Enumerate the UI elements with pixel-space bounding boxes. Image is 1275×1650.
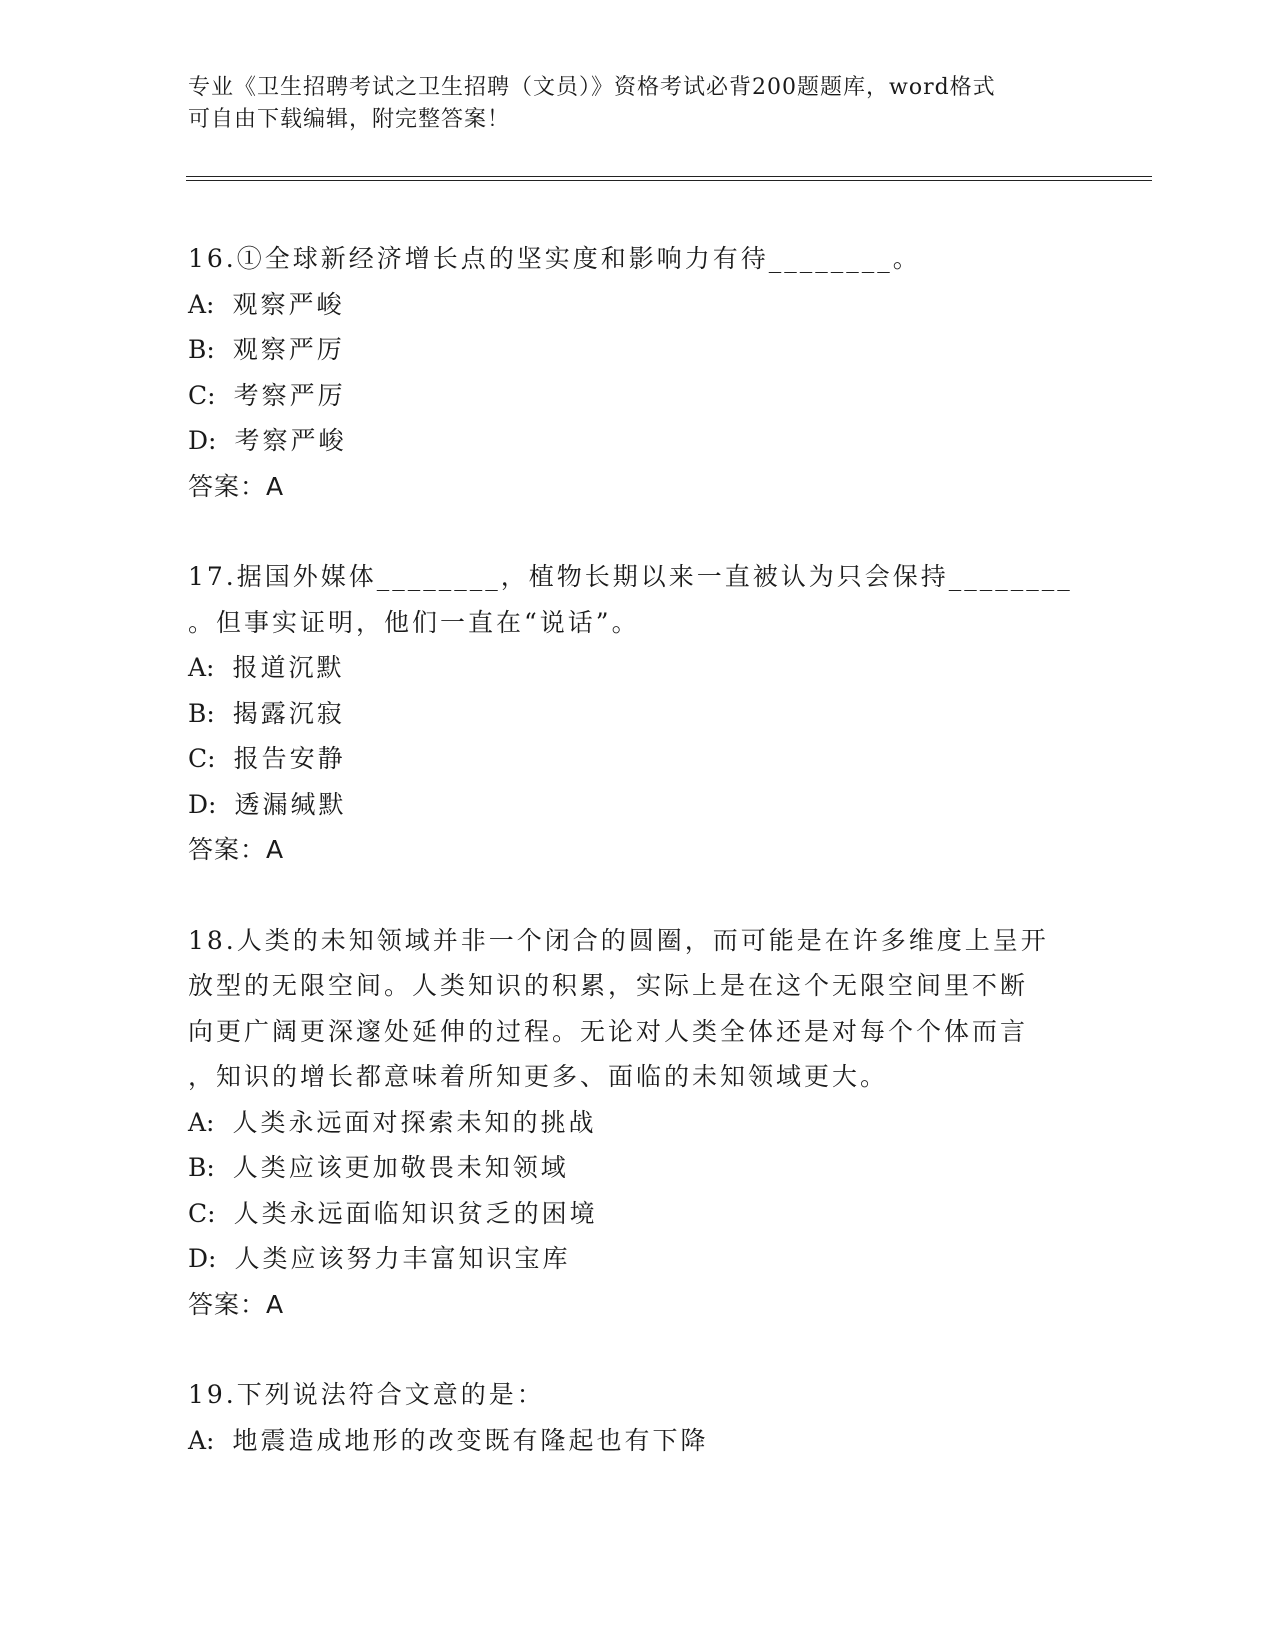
option-text: 观察严峻 bbox=[232, 289, 345, 319]
answer-line: 答案：A bbox=[188, 471, 285, 501]
option-key: C: bbox=[188, 744, 216, 773]
option-text: 考察严峻 bbox=[234, 426, 347, 455]
header-divider-top bbox=[186, 176, 1152, 177]
option-a bbox=[188, 1100, 1088, 1146]
option-c bbox=[188, 373, 1088, 419]
option-d bbox=[188, 418, 1088, 464]
option-key: A: bbox=[188, 1425, 215, 1455]
header-divider-bottom bbox=[186, 180, 1152, 181]
answer-line: 答案：A bbox=[188, 1289, 285, 1319]
header-line-2: 可自由下载编辑，附完整答案！ bbox=[188, 107, 511, 132]
option-key: B: bbox=[188, 335, 215, 364]
option-text: 人类应该更加敬畏未知领域 bbox=[232, 1153, 569, 1182]
option-key: B: bbox=[188, 698, 215, 728]
option-text: 人类永远面对探索未知的挑战 bbox=[232, 1107, 597, 1137]
question-18 bbox=[188, 918, 1088, 1328]
option-text: 观察严厉 bbox=[232, 335, 345, 364]
option-a bbox=[188, 1418, 1088, 1464]
option-a bbox=[188, 645, 1088, 691]
option-c bbox=[188, 736, 1088, 782]
option-key: C: bbox=[188, 380, 216, 410]
option-text: 透漏缄默 bbox=[234, 789, 347, 819]
option-b bbox=[188, 1145, 1088, 1191]
option-key: D: bbox=[188, 426, 217, 455]
option-b bbox=[188, 327, 1088, 373]
option-text: 考察严厉 bbox=[233, 380, 346, 410]
question-stem-line: 向更广阔更深邃处延伸的过程。无论对人类全体还是对每个个体而言 bbox=[188, 1016, 1029, 1046]
question-stem bbox=[188, 918, 1088, 1100]
question-stem-line: 18.人类的未知领域并非一个闭合的圆圈，而可能是在许多维度上呈开 bbox=[188, 925, 1049, 955]
option-key: D: bbox=[188, 1244, 217, 1273]
option-b bbox=[188, 691, 1088, 737]
question-stem-line: 放型的无限空间。人类知识的积累，实际上是在这个无限空间里不断 bbox=[188, 971, 1029, 1000]
option-text: 揭露沉寂 bbox=[232, 698, 345, 728]
question-stem-line: 。但事实证明，他们一直在“说话”。 bbox=[188, 607, 640, 637]
header-line-1: 专业《卫生招聘考试之卫生招聘（文员）》资格考试必背200题题库，word格式 bbox=[188, 75, 996, 100]
option-key: A: bbox=[188, 653, 215, 682]
question-17 bbox=[188, 554, 1088, 873]
question-stem-line: 17.据国外媒体________，植物长期以来一直被认为只会保持________ bbox=[188, 562, 1073, 591]
option-text: 人类应该努力丰富知识宝库 bbox=[234, 1244, 571, 1273]
question-stem-line: 19.下列说法符合文意的是： bbox=[188, 1380, 545, 1409]
question-19 bbox=[188, 1372, 1088, 1463]
option-c bbox=[188, 1191, 1088, 1237]
option-key: A: bbox=[188, 1107, 215, 1137]
option-text: 报道沉默 bbox=[232, 653, 345, 682]
question-16 bbox=[188, 236, 1088, 509]
option-d bbox=[188, 782, 1088, 828]
question-stem bbox=[188, 554, 1088, 645]
option-key: B: bbox=[188, 1153, 215, 1182]
option-d bbox=[188, 1236, 1088, 1282]
document-header bbox=[188, 72, 1068, 136]
question-stem-line: ，知识的增长都意味着所知更多、面临的未知领域更大。 bbox=[188, 1062, 889, 1091]
answer-line: 答案：A bbox=[188, 835, 285, 864]
option-a bbox=[188, 282, 1088, 328]
option-text: 地震造成地形的改变既有隆起也有下降 bbox=[232, 1425, 709, 1455]
option-key: A: bbox=[188, 289, 215, 319]
question-stem bbox=[188, 1372, 1088, 1418]
question-list bbox=[188, 236, 1088, 1508]
question-stem bbox=[188, 236, 1088, 282]
option-text: 人类永远面临知识贫乏的困境 bbox=[233, 1198, 598, 1228]
question-stem-line: 16.①全球新经济增长点的坚实度和影响力有待________。 bbox=[188, 244, 921, 273]
option-key: C: bbox=[188, 1198, 216, 1228]
option-text: 报告安静 bbox=[233, 744, 346, 773]
option-key: D: bbox=[188, 789, 217, 819]
